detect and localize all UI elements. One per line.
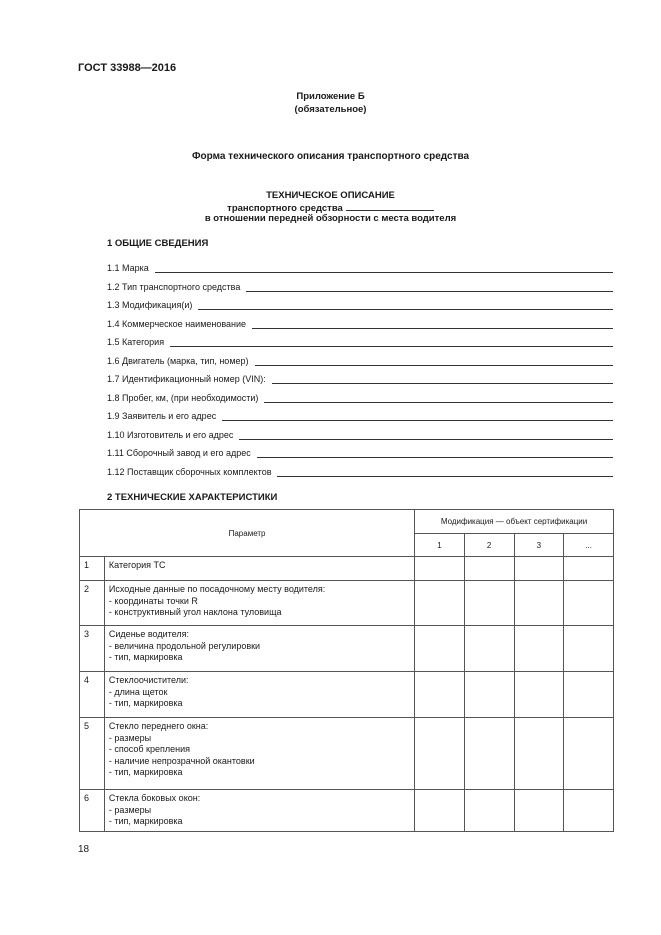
mod-value-cell[interactable] [415,672,465,718]
row-description-line: - тип, маркировка [108,816,183,826]
row-description-line: - длина щеток [108,686,168,697]
table-row [80,581,614,626]
field-label: 1.7 Идентификационный номер (VIN): [107,374,266,384]
table-header-row [80,510,614,534]
mod-value-cell[interactable] [564,581,614,626]
mod-value-cell[interactable] [514,557,564,581]
row-description-line: - наличие непрозрачной окантовки [108,755,255,766]
row-description [104,581,414,626]
field-fill-line[interactable] [246,282,613,292]
row-description-line: Стекла боковых окон: [108,793,201,803]
row-description-line: - координаты точки R [108,595,198,606]
row-description [104,790,414,832]
standard-code: ГОСТ 33988—2016 [78,62,177,74]
row-description-line: - величина продольной регулировки [108,640,261,651]
field-label: 1.11 Сборочный завод и его адрес [107,448,251,458]
field-row [107,317,613,329]
field-fill-line[interactable] [239,430,613,440]
mod-col-3: 3 [514,534,564,557]
row-description-line: - способ крепления [108,744,190,754]
row-description-line: Исходные данные по посадочному месту водителя: [108,584,326,594]
row-number: 2 [80,581,105,626]
row-description [104,672,414,718]
field-row [107,465,613,477]
field-row [107,409,613,421]
mod-value-cell[interactable] [415,581,465,626]
field-fill-line[interactable] [255,356,613,366]
doc-line2: транспортного средства [227,203,343,214]
field-fill-line[interactable] [252,319,613,329]
field-label: 1.10 Изготовитель и его адрес [107,429,234,440]
field-fill-line[interactable] [198,300,613,310]
field-label: 1.12 Поставщик сборочных комплектов [107,466,272,477]
field-label: 1.3 Модификация(и) [107,300,193,310]
mod-value-cell[interactable] [464,581,514,626]
row-description [104,626,414,672]
row-description-line: Сиденье водителя: [108,629,189,639]
doc-line3: в отношении передней обзорности с места водителя [204,213,457,224]
table-row [80,718,614,790]
field-row [107,391,613,403]
mod-value-cell[interactable] [415,790,465,832]
appendix-title: Приложение Б [296,91,365,102]
row-description-line: - размеры [108,804,152,815]
mod-col-4: ... [564,534,614,557]
mod-col-2: 2 [464,534,514,557]
row-description [104,557,414,581]
row-number: 1 [80,557,105,581]
field-row [107,298,613,310]
field-row [107,261,613,273]
mod-value-cell[interactable] [514,672,564,718]
mod-value-cell[interactable] [415,557,465,581]
field-fill-line[interactable] [277,467,613,477]
mod-value-cell[interactable] [514,718,564,790]
field-fill-line[interactable] [155,263,613,273]
field-label: 1.5 Категория [107,337,165,347]
mod-value-cell[interactable] [514,626,564,672]
field-fill-line[interactable] [222,411,613,421]
table-row [80,626,614,672]
table-row [80,672,614,718]
field-row [107,354,613,366]
row-description-line: - тип, маркировка [108,652,183,662]
row-number: 3 [80,626,105,672]
row-description-line: - конструктивный угол наклона туловища [108,607,282,617]
mod-value-cell[interactable] [564,790,614,832]
field-label: 1.6 Двигатель (марка, тип, номер) [107,355,249,366]
field-fill-line[interactable] [170,337,613,347]
mod-value-cell[interactable] [464,790,514,832]
mod-value-cell[interactable] [464,626,514,672]
field-fill-line[interactable] [264,393,613,403]
row-description-line: Стекло переднего окна: [108,721,209,731]
mod-value-cell[interactable] [415,718,465,790]
appendix-subtitle: (обязательное) [294,104,367,115]
row-number: 4 [80,672,105,718]
page-number: 18 [78,844,90,855]
vehicle-blank-line [346,201,434,211]
section1-title: 1 ОБЩИЕ СВЕДЕНИЯ [107,238,209,249]
field-label: 1.9 Заявитель и его адрес [107,411,217,421]
field-label: 1.4 Коммерческое наименование [107,318,247,329]
table-row [80,790,614,832]
doc-title: ТЕХНИЧЕСКОЕ ОПИСАНИЕ [266,190,395,201]
field-row [107,335,613,347]
row-number: 5 [80,718,105,790]
mod-value-cell[interactable] [564,557,614,581]
row-description-line: - тип, маркировка [108,698,183,708]
mod-value-cell[interactable] [514,790,564,832]
row-number: 6 [80,790,105,832]
section2-title: 2 ТЕХНИЧЕСКИЕ ХАРАКТЕРИСТИКИ [107,492,278,503]
mod-value-cell[interactable] [514,581,564,626]
row-description-line: - тип, маркировка [108,767,183,777]
row-description-line: Категория ТС [108,560,166,570]
field-label: 1.1 Марка [107,263,149,273]
row-description-line: - размеры [108,732,152,743]
row-description-line: Стеклоочистители: [108,675,189,685]
mod-value-cell[interactable] [464,672,514,718]
technical-characteristics-table [79,509,614,832]
field-label: 1.2 Тип транспортного средства [107,281,241,292]
field-row [107,280,613,292]
field-row [107,372,613,384]
mod-value-cell[interactable] [564,626,614,672]
mod-value-cell[interactable] [464,718,514,790]
field-row [107,428,613,440]
mod-value-cell[interactable] [564,718,614,790]
mod-header: Модификация — объект сертификации [415,510,614,534]
field-label: 1.8 Пробег, км, (при необходимости) [107,392,259,403]
form-title: Форма технического описания транспортного средства [191,151,470,162]
table-row [80,557,614,581]
mod-value-cell[interactable] [564,672,614,718]
param-header: Параметр [80,510,415,557]
field-fill-line[interactable] [257,448,613,458]
field-row [107,446,613,458]
row-description [104,718,414,790]
field-fill-line[interactable] [272,374,613,384]
mod-value-cell[interactable] [464,557,514,581]
mod-value-cell[interactable] [415,626,465,672]
mod-col-1: 1 [415,534,465,557]
